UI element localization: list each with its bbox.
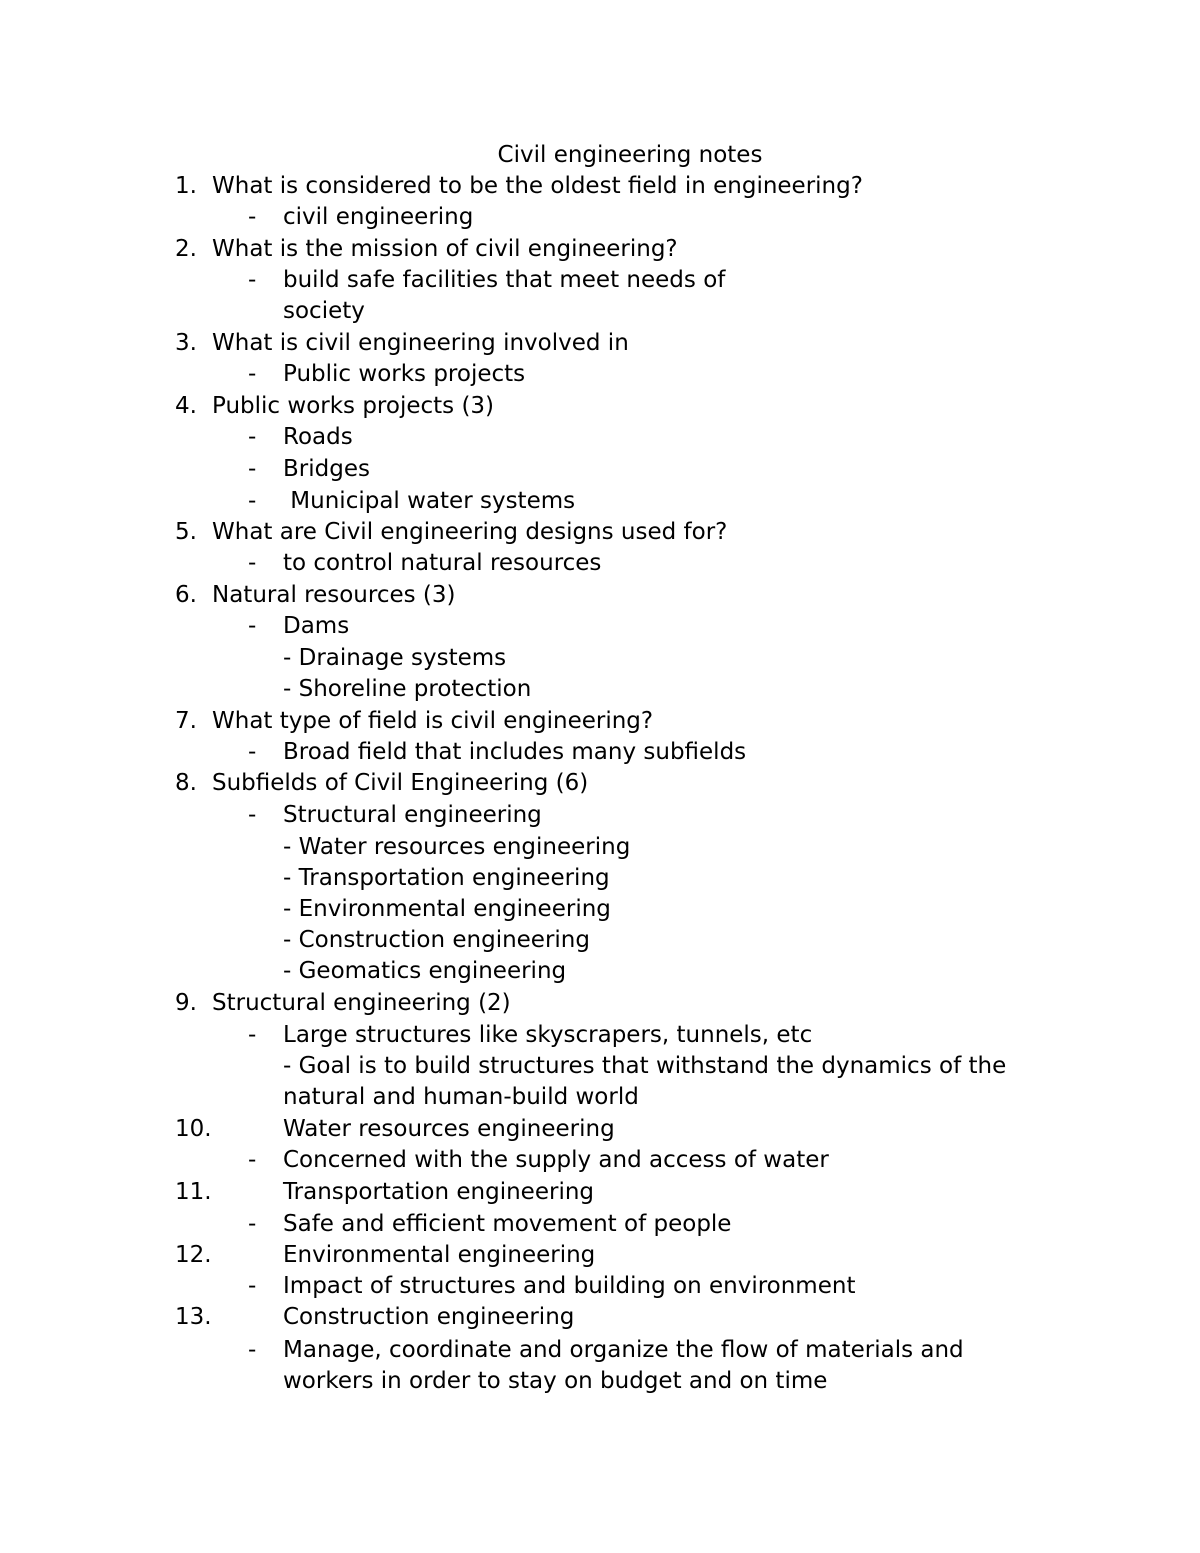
item-question: Subfields of Civil Engineering (6) <box>212 770 589 796</box>
item-number: 11. <box>175 1179 212 1205</box>
dash-bullet: - <box>248 1211 257 1237</box>
answer-text: - Construction engineering <box>283 927 590 953</box>
dash-bullet: - <box>248 1337 257 1363</box>
dash-bullet: - <box>248 267 257 293</box>
answer-text: Structural engineering <box>283 802 542 828</box>
dash-bullet: - <box>248 361 257 387</box>
item-number: 13. <box>175 1304 212 1330</box>
item-number: 7. <box>175 708 197 734</box>
answer-text: - Transportation engineering <box>283 865 610 891</box>
answer-text: - Water resources engineering <box>283 834 631 860</box>
answer-text: - Environmental engineering <box>283 896 611 922</box>
item-number: 4. <box>175 393 197 419</box>
item-question: What type of field is civil engineering? <box>212 708 654 734</box>
item-number: 2. <box>175 236 197 262</box>
answer-text: build safe facilities that meet needs of <box>283 267 726 293</box>
dash-bullet: - <box>248 1022 257 1048</box>
answer-text: Bridges <box>283 456 370 482</box>
document-title: Civil engineering notes <box>497 142 763 168</box>
dash-bullet: - <box>248 1273 257 1299</box>
item-question: Public works projects (3) <box>212 393 495 419</box>
item-number: 3. <box>175 330 197 356</box>
answer-text: Dams <box>283 613 350 639</box>
item-number: 12. <box>175 1242 212 1268</box>
answer-text: Roads <box>283 424 353 450</box>
answer-text: society <box>283 298 365 324</box>
item-question: Transportation engineering <box>283 1179 595 1205</box>
dash-bullet: - <box>248 488 257 514</box>
answer-text: civil engineering <box>283 204 474 230</box>
answer-text: to control natural resources <box>283 550 602 576</box>
dash-bullet: - <box>248 204 257 230</box>
item-question: What is the mission of civil engineering? <box>212 236 678 262</box>
item-question: What is considered to be the oldest field in engineering? <box>212 173 863 199</box>
item-question: Structural engineering (2) <box>212 990 511 1016</box>
item-question: What is civil engineering involved in <box>212 330 629 356</box>
answer-text: workers in order to stay on budget and on time <box>283 1368 828 1394</box>
dash-bullet: - <box>248 613 257 639</box>
dash-bullet: - <box>248 424 257 450</box>
item-question: Environmental engineering <box>283 1242 596 1268</box>
answer-text: Concerned with the supply and access of water <box>283 1147 829 1173</box>
answer-text: - Goal is to build structures that withstand the dynamics of the <box>283 1053 1007 1079</box>
item-number: 6. <box>175 582 197 608</box>
dash-bullet: - <box>248 550 257 576</box>
answer-text: - Geomatics engineering <box>283 958 567 984</box>
item-number: 1. <box>175 173 197 199</box>
item-number: 5. <box>175 519 197 545</box>
answer-text: Municipal water systems <box>283 488 576 514</box>
dash-bullet: - <box>248 802 257 828</box>
dash-bullet: - <box>248 739 257 765</box>
item-question: Water resources engineering <box>283 1116 615 1142</box>
answer-text: Safe and efficient movement of people <box>283 1211 732 1237</box>
dash-bullet: - <box>248 456 257 482</box>
item-question: What are Civil engineering designs used for? <box>212 519 728 545</box>
answer-text: Public works projects <box>283 361 526 387</box>
item-number: 8. <box>175 770 197 796</box>
answer-text: natural and human-build world <box>283 1084 639 1110</box>
item-number: 10. <box>175 1116 212 1142</box>
answer-text: - Drainage systems <box>283 645 507 671</box>
answer-text: - Shoreline protection <box>283 676 532 702</box>
item-question: Natural resources (3) <box>212 582 456 608</box>
answer-text: Impact of structures and building on environment <box>283 1273 856 1299</box>
dash-bullet: - <box>248 1147 257 1173</box>
answer-text: Broad field that includes many subfields <box>283 739 747 765</box>
item-question: Construction engineering <box>283 1304 575 1330</box>
answer-text: Manage, coordinate and organize the flow of materials and <box>283 1337 964 1363</box>
item-number: 9. <box>175 990 197 1016</box>
answer-text: Large structures like skyscrapers, tunnels, etc <box>283 1022 813 1048</box>
